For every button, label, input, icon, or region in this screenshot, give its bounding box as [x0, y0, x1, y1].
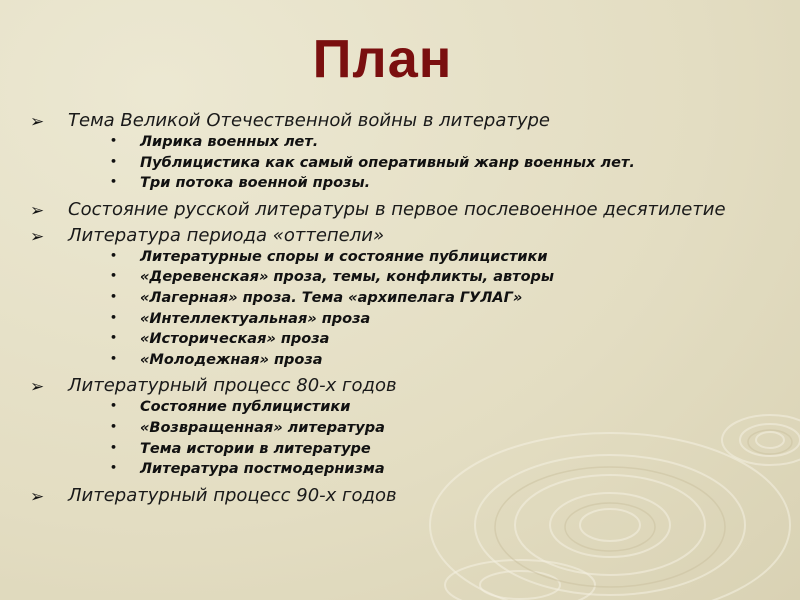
sub-item-text: Литературные споры и состояние публицистики — [140, 248, 548, 265]
sub-item-text: Состояние публицистики — [140, 399, 351, 416]
sub-item-text: Литература постмодернизма — [140, 461, 385, 478]
plan-item-text: Литературный процесс 90-х годов — [68, 484, 397, 506]
bullet-icon: • — [110, 134, 118, 147]
sub-item — [110, 247, 770, 268]
sub-item — [110, 350, 770, 371]
bullet-icon: • — [110, 440, 118, 454]
plan-item-text: Литературный процесс 80-х годов — [68, 375, 397, 397]
sub-item-text: «Молодежная» проза — [140, 351, 323, 368]
sub-item-text: «Деревенская» проза, темы, конфликты, авторы — [140, 269, 555, 286]
sub-item — [110, 173, 770, 194]
plan-item — [30, 485, 770, 506]
bullet-icon: • — [110, 289, 118, 303]
sub-item-text: Публицистика как самый оперативный жанр военных лет. — [140, 154, 635, 171]
arrow-bullet-icon: ➢ — [30, 377, 45, 398]
arrow-bullet-icon: ➢ — [30, 226, 45, 247]
sub-list — [30, 247, 770, 371]
sub-item — [110, 459, 770, 480]
sub-item — [110, 153, 770, 174]
plan-item-text: Литература периода «оттепели» — [68, 224, 385, 246]
bullet-icon: • — [110, 175, 118, 189]
sub-item — [110, 288, 770, 309]
sub-item-text: Три потока военной прозы. — [140, 175, 371, 192]
bullet-icon: • — [110, 399, 118, 413]
sub-item — [110, 309, 770, 330]
sub-item-text: «Лагерная» проза. Тема «архипелага ГУЛАГ» — [140, 289, 523, 306]
sub-item — [110, 397, 770, 418]
sub-item-text: Тема истории в литературе — [140, 440, 371, 457]
plan-item — [30, 110, 770, 131]
sub-list — [30, 397, 770, 479]
bullet-icon: • — [110, 310, 118, 324]
bullet-icon: • — [110, 419, 118, 433]
sub-item — [110, 132, 770, 153]
sub-item-text: Лирика военных лет. — [140, 134, 319, 150]
plan-list — [30, 108, 770, 506]
plan-item-text: Тема Великой Отечественной войны в литературе — [68, 110, 551, 131]
bullet-icon: • — [110, 269, 118, 283]
bullet-icon: • — [110, 351, 118, 365]
bullet-icon: • — [110, 331, 118, 345]
plan-item — [30, 225, 770, 246]
plan-item — [30, 375, 770, 396]
sub-item — [110, 267, 770, 288]
sub-item — [110, 439, 770, 460]
bullet-icon: • — [110, 461, 118, 475]
plan-item-text: Состояние русской литературы в первое послевоенное десятилетие — [68, 198, 726, 220]
sub-item-text: «Возвращенная» литература — [140, 419, 385, 436]
arrow-bullet-icon: ➢ — [30, 112, 45, 132]
arrow-bullet-icon: ➢ — [30, 486, 45, 507]
bullet-icon: • — [110, 154, 118, 168]
sub-item — [110, 329, 770, 350]
sub-list — [30, 132, 770, 194]
sub-item-text: «Интеллектуальная» проза — [140, 310, 371, 327]
slide-title: План — [312, 29, 453, 89]
sub-item-text: «Историческая» проза — [140, 331, 330, 348]
sub-item — [110, 418, 770, 439]
plan-item — [30, 199, 770, 220]
arrow-bullet-icon: ➢ — [30, 200, 45, 221]
bullet-icon: • — [110, 248, 118, 262]
